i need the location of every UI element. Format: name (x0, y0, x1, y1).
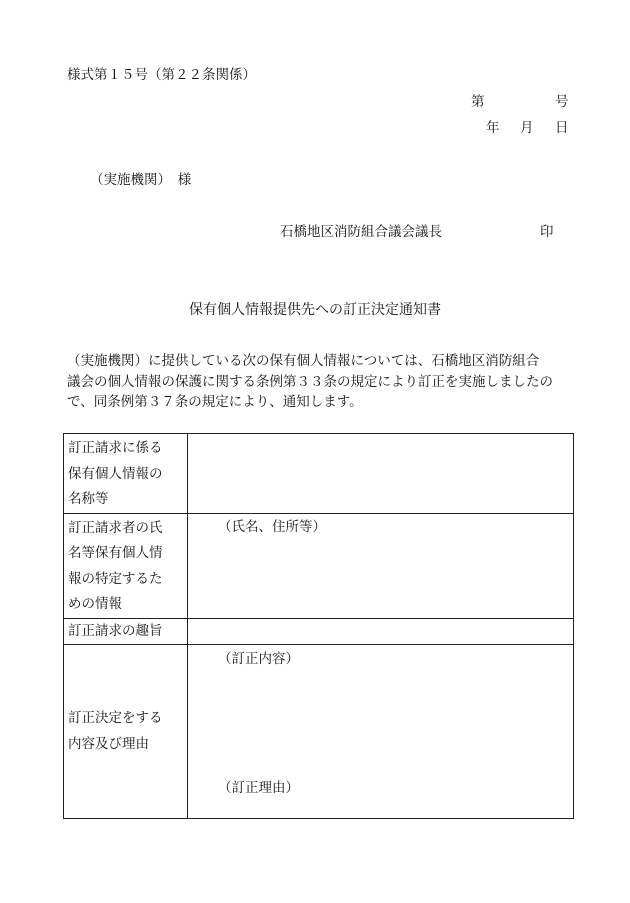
header-cell-decision (64, 645, 188, 819)
form-table (63, 433, 574, 819)
correction-reason-label: （訂正理由） (218, 780, 299, 796)
document-number-label: 第 (471, 94, 485, 110)
value-cell-request-purpose[interactable] (188, 618, 574, 645)
cell-text-line: 名称等 (68, 491, 109, 507)
cell-text-line: めの情報 (68, 596, 122, 612)
date-year-label: 年 (486, 120, 500, 136)
value-cell-record-name[interactable] (188, 434, 574, 514)
document-number-suffix: 号 (555, 94, 569, 110)
document-title: 保有個人情報提供先への訂正決定通知書 (189, 302, 441, 318)
cell-text-line: 訂正請求者の氏 (68, 519, 163, 536)
header-cell-requester-info (64, 513, 188, 618)
cell-text-line: 報の特定するた (68, 570, 163, 587)
table-row-record-name (64, 434, 574, 514)
value-cell-requester-info[interactable] (188, 513, 574, 618)
header-cell-request-purpose: 訂正請求の趣旨 (64, 618, 188, 645)
addressee: （実施機関） 様 (90, 172, 192, 188)
body-line: （実施機関）に提供している次の保有個人情報については、石橋地区消防組合 (67, 353, 540, 369)
value-cell-decision[interactable] (188, 645, 574, 819)
sender-name: 石橋地区消防組合議会議長 (280, 224, 442, 240)
cell-text-line: 名等保有個人情 (68, 545, 163, 561)
cell-text-line: 訂正請求に係る (68, 440, 163, 456)
correction-content-label: （訂正内容） (218, 651, 299, 667)
name-address-label: （氏名、住所等） (218, 518, 326, 535)
body-paragraph (67, 351, 567, 413)
date-day-label: 日 (555, 120, 569, 136)
table-row-requester-info (64, 513, 574, 618)
table-row-decision (64, 645, 574, 819)
cell-text-line: 訂正決定をする (68, 710, 163, 726)
body-line: 議会の個人情報の保護に関する条例第３３条の規定により訂正を実施しましたの (67, 373, 553, 390)
cell-text-line: 内容及び理由 (68, 735, 149, 752)
table-row-request-purpose (64, 618, 574, 645)
form-id: 様式第１５号（第２２条関係） (67, 67, 256, 83)
date-month-label: 月 (520, 120, 534, 136)
seal-mark: 印 (540, 224, 554, 240)
body-line: で、同条例第３７条の規定により、通知します。 (67, 394, 363, 410)
cell-text-line: 保有個人情報の (68, 465, 163, 482)
header-cell-record-name (64, 434, 188, 514)
